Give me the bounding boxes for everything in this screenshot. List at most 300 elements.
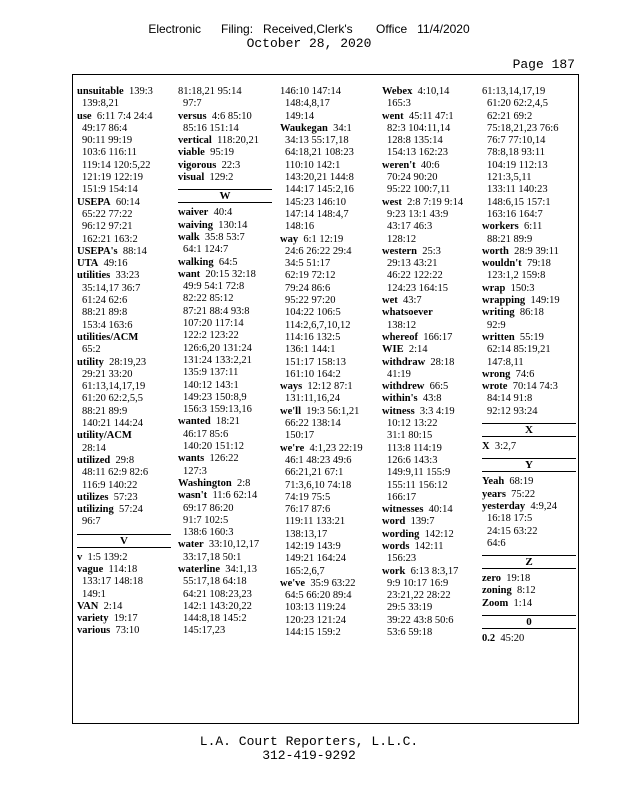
page-line-refs: 33:23 [115,270,140,282]
index-line [280,492,374,504]
page-line-refs: 142:11 [414,540,444,552]
index-entry [280,578,374,639]
index-line [280,541,374,553]
index-line [280,197,374,209]
index-line [178,123,272,135]
page-line-refs: 127:3 [183,465,207,477]
index-line [280,590,374,602]
index-term: USEPA [77,196,111,208]
index-entry [482,441,576,453]
page-line-refs: 116:9 140:22 [82,479,138,491]
index-line [178,293,272,305]
index-term: within's [382,393,418,405]
index-term: viable [178,147,205,159]
index-line [77,246,171,258]
index-term: weren't [382,159,416,171]
index-term: wasn't [178,490,208,502]
page-line-refs: 24:6 26:22 29:4 [285,245,352,257]
index-entry [482,221,576,246]
index-line [280,98,374,110]
index-line [482,598,576,610]
index-line [77,234,171,246]
index-line [482,332,576,344]
index-line [77,369,171,381]
page-line-refs: 155:11 156:12 [387,479,448,491]
index-term: whereof [382,331,418,343]
index-term: years [482,488,506,500]
page-line-refs: 3:2,7 [494,441,517,453]
page-line-refs: 34:5 51:17 [285,258,331,270]
index-line [77,430,171,442]
index-column-3 [280,86,374,639]
index-line [77,147,171,159]
page-line-refs: 151:9 154:14 [82,184,138,196]
index-line [77,160,171,172]
page-line-refs: 84:14 91:8 [487,393,533,405]
index-line [178,539,272,551]
index-entry [382,160,476,197]
index-line [77,625,171,637]
index-line [280,430,374,442]
index-term: waterline [178,563,220,575]
index-entry [482,501,576,550]
page-line-refs: 75:22 [511,488,536,500]
index-entry [178,416,272,453]
index-line [280,320,374,332]
index-line [382,258,476,270]
index-line [77,172,171,184]
index-line [382,344,476,356]
index-line [77,601,171,613]
index-line [482,184,576,196]
page-line-refs: 28:19,23 [109,356,147,368]
index-line [77,467,171,479]
page-line-refs: 19:18 [506,573,531,585]
index-term: Webex [382,86,413,97]
index-entry [382,246,476,295]
page-line-refs: 8:12 [517,585,536,597]
index-entry [77,504,171,529]
index-line [382,221,476,233]
page-line-refs: 139:3 [128,86,153,97]
page-line-refs: 153:4 163:6 [82,319,133,331]
page-line-refs: 64:1 124:7 [183,244,229,256]
page-line-refs: 64:21 108:23,23 [183,588,252,600]
index-term: WIE [382,344,404,356]
index-line [280,147,374,159]
footer-phone: 312-419-9292 [262,748,356,763]
index-line [482,320,576,332]
index-line [178,380,272,392]
index-line [482,369,576,381]
page-line-refs: 142:12 [424,528,454,540]
page-line-refs: 145:17,23 [183,625,226,637]
index-term: words [382,540,410,552]
index-line [382,516,476,528]
index-entry [178,135,272,147]
page-line-refs: 107:20 117:14 [183,318,244,330]
page-line-refs: 149:1 [82,588,106,600]
index-term: wrong [482,368,511,380]
page-line-refs: 66:21,21 67:1 [285,467,344,479]
page-line-refs: 29:13 43:21 [387,258,438,270]
index-line [178,269,272,281]
index-entry [178,257,272,269]
index-line [482,221,576,233]
page-line-refs: 62:21 69:2 [487,110,533,122]
page-line-refs: 95:22 97:20 [285,295,336,307]
index-line [482,538,576,550]
index-term: wrote [482,381,508,393]
index-line [280,455,374,467]
index-line [382,602,476,614]
index-line [482,172,576,184]
index-line [482,344,576,356]
index-term: utilizes [77,491,109,503]
page-line-refs: 33:17,18 50:1 [183,551,242,563]
index-line [482,160,576,172]
page-line-refs: 61:24 62:6 [82,295,128,307]
page-line-refs: 29:21 33:20 [82,368,133,380]
page-line-refs: 45:11 47:1 [408,110,454,122]
index-entry [382,197,476,246]
index-line [77,406,171,418]
page-line-refs: 2:8 7:19 9:14 [407,196,464,208]
index-term: wants [178,453,205,465]
index-entry [178,207,272,219]
index-term: wanted [178,416,211,428]
index-entry [482,381,576,418]
index-line [482,501,576,513]
index-line [382,455,476,467]
index-entry [482,246,576,258]
page-line-refs: 118:20,21 [217,135,259,147]
index-line [178,441,272,453]
index-line [482,476,576,488]
index-line [178,172,272,184]
page-line-refs: 114:2,6,7,10,12 [285,319,351,331]
index-line [382,406,476,418]
index-line [178,343,272,355]
index-line [280,344,374,356]
index-line [178,232,272,244]
index-term: witness [382,405,415,417]
section-letter-header: Y [482,458,576,472]
index-entry [77,564,171,601]
page-line-refs: 69:17 86:20 [183,502,234,514]
index-line [77,381,171,393]
index-line [280,566,374,578]
page-line-refs: 79:24 86:6 [285,282,331,294]
index-entry [382,393,476,405]
filing-stamp-line: Electronic Filing: Received,Clerk's Office 11/4/2020 [148,22,470,36]
page-line-refs: 20:15 32:18 [205,268,256,280]
page-line-refs: 41:19 [387,368,411,380]
index-line [178,601,272,613]
index-term: various [77,625,111,637]
index-line [77,552,171,564]
index-line [178,613,272,625]
index-entry [77,357,171,431]
page-line-refs: 61:20 62:2,4,5 [487,98,548,110]
index-line [178,527,272,539]
page-line-refs: 97:7 [183,98,202,110]
index-entry [178,220,272,232]
index-line [178,576,272,588]
index-line [77,589,171,601]
index-line [382,443,476,455]
index-line [178,98,272,110]
index-line [280,504,374,516]
page-line-refs: 142:19 143:9 [285,540,341,552]
page-line-refs: 35:8 53:7 [204,231,245,243]
page-line-refs: 2:14 [103,600,123,612]
page-line-refs: 61:13,14,17,19 [82,381,146,393]
index-line [178,490,272,502]
index-line [178,306,272,318]
index-entry [178,453,272,478]
index-line [382,320,476,332]
index-entry [382,566,476,640]
index-term: we've [280,577,306,589]
index-line [482,197,576,209]
page-line-refs: 66:5 [429,381,449,393]
index-line [77,184,171,196]
page-line-refs: 156:3 159:13,16 [183,404,252,416]
page-line-refs: 150:17 [285,430,315,442]
index-line [382,172,476,184]
page-line-refs: 161:10 164:2 [285,368,341,380]
index-entry [178,232,272,257]
page-line-refs: 49:9 54:1 72:8 [183,281,245,293]
index-term: west [382,196,402,208]
index-line [482,209,576,221]
page-line-refs: 131:11,16,24 [285,393,341,405]
page-line-refs: 85:16 151:14 [183,122,239,134]
page-line-refs: 29:5 33:19 [387,602,433,614]
index-term: went [382,110,404,122]
index-term: written [482,331,515,343]
page-line-refs: 90:11 99:19 [82,135,133,147]
index-line [77,516,171,528]
index-entry [77,197,171,246]
index-line [382,529,476,541]
index-term: use [77,110,92,122]
section-letter-header: W [178,189,272,203]
index-line [178,244,272,256]
index-term: work [382,565,406,577]
page-line-refs: 46:17 85:6 [183,428,229,440]
index-line [482,147,576,159]
index-entry [77,552,171,564]
index-line [382,246,476,258]
index-entry [382,381,476,393]
page-line-refs: 46:22 122:22 [387,270,443,282]
index-line [280,307,374,319]
page-line-refs: 70:14 74:3 [512,381,558,393]
index-term: USEPA's [77,245,118,257]
index-line [77,504,171,516]
index-line [482,111,576,123]
index-entry [178,147,272,159]
page-line-refs: 10:12 13:22 [387,418,438,430]
page-line-refs: 62:19 72:12 [285,270,336,282]
page-line-refs: 120:23 121:24 [285,614,346,626]
index-term: ways [280,381,303,393]
index-line [382,369,476,381]
index-term: utility [77,356,104,368]
index-term: utility/ACM [77,430,132,442]
index-line [77,320,171,332]
page-line-refs: 144:17 145:2,16 [285,184,354,196]
index-term: zoning [482,585,512,597]
index-line [280,578,374,590]
page-line-refs: 65:2 [82,344,101,356]
index-line [178,367,272,379]
page-line-refs: 140:20 151:12 [183,441,244,453]
page-line-refs: 61:20 62:2,5,5 [82,393,143,405]
page-line-refs: 34:13 55:17,18 [285,135,349,147]
page-line-refs: 43:7 [403,295,422,307]
section-letter-header: V [77,534,171,548]
page-line-refs: 62:14 85:19,21 [487,344,551,356]
index-line [382,467,476,479]
page-line-refs: 4:9,24 [530,500,557,512]
page-line-refs: 53:6 59:18 [387,627,433,639]
page-line-refs: 16:18 17:5 [487,513,533,525]
page-line-refs: 96:12 97:21 [82,221,133,233]
page-line-refs: 12:12 87:1 [307,381,353,393]
page-line-refs: 144:8,18 145:2 [183,613,247,625]
page-line-refs: 103:6 116:11 [82,147,137,159]
index-entry [482,633,576,645]
page-line-refs: 43:8 [422,393,442,405]
index-entry [382,344,476,356]
page-line-refs: 64:6 [487,537,506,549]
index-entry [77,613,171,625]
index-line [382,418,476,430]
page-line-refs: 81:18,21 95:14 [178,86,242,97]
index-entry [382,406,476,504]
index-line [382,209,476,221]
index-term: want [178,268,201,280]
index-line [178,86,272,98]
index-line [482,573,576,585]
index-line [77,197,171,209]
index-entry [77,246,171,258]
index-term: waiver [178,207,209,219]
page-line-refs: 28:9 39:11 [514,245,559,257]
index-line [280,418,374,430]
page-line-refs: 119:14 120:5,22 [82,159,151,171]
index-term: zero [482,573,502,585]
index-line [280,627,374,639]
index-line [178,392,272,404]
index-entry [77,111,171,197]
index-line [280,467,374,479]
index-line [178,318,272,330]
index-line [178,429,272,441]
index-term: versus [178,110,207,122]
page-line-refs: 49:16 [103,258,128,270]
index-line [178,281,272,293]
page-line-refs: 150:3 [510,282,535,294]
page-line-refs: 138:13,17 [285,528,328,540]
index-entry [280,234,374,382]
index-term: Yeah [482,476,505,488]
index-term: vigorous [178,159,217,171]
index-term: workers [482,221,519,233]
index-line [77,209,171,221]
index-term: UTA [77,258,99,270]
page-line-refs: 140:12 143:1 [183,379,239,391]
page-line-refs: 163:16 164:7 [487,208,543,220]
index-line [280,443,374,455]
index-term: unsuitable [77,86,124,97]
index-line [77,98,171,110]
page-line-refs: 139:8,21 [82,98,120,110]
index-entry [482,258,576,283]
index-line [178,564,272,576]
index-line [178,416,272,428]
page-line-refs: 88:21 89:9 [82,405,128,417]
index-entry [77,455,171,492]
page-line-refs: 92:9 [487,319,506,331]
page-line-refs: 2:8 [236,477,251,489]
index-term: withdraw [382,356,426,368]
page-line-refs: 88:21 89:8 [82,307,128,319]
index-line [178,355,272,367]
index-line [482,357,576,369]
page-line-refs: 139:7 [410,516,435,528]
index-line [280,381,374,393]
index-line [178,160,272,172]
index-line [77,123,171,135]
index-line [77,418,171,430]
index-line [178,147,272,159]
index-line [280,393,374,405]
index-term: walk [178,231,200,243]
index-line [482,123,576,135]
index-line [482,526,576,538]
index-entry [382,516,476,528]
index-line [382,197,476,209]
page-line-refs: 136:1 144:1 [285,344,336,356]
page-line-refs: 24:15 63:22 [487,525,538,537]
index-line [178,552,272,564]
index-line [382,234,476,246]
index-line [77,307,171,319]
index-column-4 [382,86,476,639]
index-line [382,283,476,295]
page-line-refs: 57:24 [119,504,143,516]
index-entry [482,295,576,307]
page-line-refs: 74:19 75:5 [285,491,331,503]
index-line [382,393,476,405]
page-line-refs: 149:23 150:8,9 [183,391,247,403]
index-line [280,209,374,221]
index-term: v [77,551,83,563]
page-line-refs: 9:23 13:1 43:9 [387,208,449,220]
page-line-refs: 76:7 77:10,14 [487,135,546,147]
index-line [178,466,272,478]
page-line-refs: 31:1 80:15 [387,430,433,442]
index-line [482,270,576,282]
index-entry [178,172,272,184]
index-line [382,357,476,369]
index-entry [280,86,374,123]
index-line [77,564,171,576]
